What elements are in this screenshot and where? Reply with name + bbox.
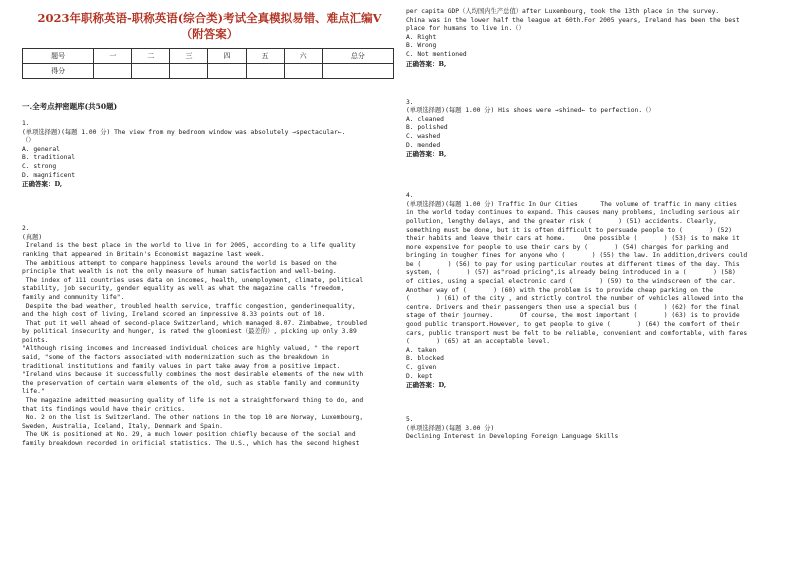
score-table-score-row	[23, 64, 394, 79]
question-4	[406, 192, 786, 390]
question-5	[406, 416, 786, 442]
score-cell	[132, 64, 170, 79]
option: C. Not mentioned	[406, 50, 467, 58]
score-cell: 总分	[322, 49, 393, 64]
score-cell: 得分	[23, 64, 94, 79]
option: A. general	[22, 145, 60, 153]
question-stem: (单项选择题)(每题 3.00 分)	[406, 424, 495, 432]
title-line-1: 2023年职称英语-职称英语(综合类)考试全真模拟易错、难点汇编V	[37, 11, 382, 25]
score-cell	[284, 64, 322, 79]
option: A. cleaned	[406, 115, 444, 123]
question-stem: (单项选择题)(每题 1.00 分) The view from my bedroom window was absolutely →spectacular←. （）	[22, 128, 346, 145]
score-cell	[94, 64, 132, 79]
right-column	[406, 8, 786, 442]
question-3	[406, 99, 786, 160]
title-line-2: （附答案）	[180, 27, 239, 41]
score-cell	[246, 64, 284, 79]
score-cell: 二	[132, 49, 170, 64]
score-table	[22, 48, 394, 79]
score-cell: 题号	[23, 49, 94, 64]
option: B. Wrong	[406, 42, 437, 50]
question-number: 1.	[22, 120, 30, 127]
correct-answer: 正确答案：D,	[22, 180, 63, 189]
question-number: 3.	[406, 98, 414, 106]
passage-title: Declining Interest in Developing Foreign Language Skills	[406, 433, 619, 441]
score-cell: 四	[208, 49, 246, 64]
option: D. magnificent	[22, 171, 76, 179]
score-cell: 六	[284, 49, 322, 64]
option: C. given	[406, 364, 437, 371]
correct-answer: 正确答案：B,	[406, 150, 447, 159]
question-stem: (单项选择题)(每题 1.00 分) His shoes were →shined← to perfection.（）	[406, 107, 655, 115]
section-title: 一.全考点押密题库(共50题)	[22, 102, 118, 111]
option: A. taken	[406, 346, 437, 354]
reading-passage: Ireland is the best place in the world to live in for 2005, according to a life quality ranking that appeared in Britain's Economist magazine last week. The ambitious attempt to compare happiness levels around the world is based on the principle that wealth is not the only measure of human satisfaction and well-being. The index of 111 countries uses data on incomes, health, unemployment, climate, political stability, job security, gender equality as well as what the magazine calls "freedom, family and community life". Despite the bad weather, troubled health service, traffic congestion, genderinequality, and the high cost of living, Ireland scored an impressive 8.33 points out of 10. That put it well ahead of second-place Switzerland, which managed 8.07. Zimbabwe, troubled by political insecurity and hunger, is rated the gloomiest（最差的）, picking up only 3.89 points. "Although rising incomes and increased individual choices are highly valued, " the report said, "some of the factors associated with modernization such as the breakdown in traditional institutions and family values in part take away from a positive impact. "Ireland wins because it successfully combines the most desirable elements of the new with the preservation of certain warm elements of the old, such as stable family and community life." The magazine admitted measuring quality of life is not a straightforward thing to do, and that its findings would have their critics. No. 2 on the list is Switzerland. The other nations in the top 10 are Norway, Luxembourg, Sweden, Australia, Iceland, Italy, Denmark and Spain. The UK is positioned at No. 29, a much lower position chiefly because of the social and family breakdown recorded in orificial statistics. The U.S., which has the second highest	[22, 242, 367, 447]
score-table-header-row	[23, 49, 394, 64]
option: B. traditional	[22, 154, 76, 162]
option: B. polished	[406, 124, 448, 132]
question-tag: (真题)	[22, 233, 43, 241]
option: D. kept	[406, 372, 433, 380]
score-cell	[322, 64, 393, 79]
score-cell: 五	[246, 49, 284, 64]
reading-passage-continued: per capita GDP（人均国内生产总值）after Luxembourg, took the 13th place in the survey. China was in the lower half the league at 60th.For 2005 years, Ireland has been the best place for humans to live in.（）	[406, 8, 740, 33]
option: B. blocked	[406, 355, 444, 363]
score-cell: 三	[170, 49, 208, 64]
left-column	[22, 8, 397, 449]
question-2	[22, 225, 397, 448]
option: C. washed	[406, 132, 441, 140]
correct-answer: 正确答案：D,	[406, 381, 447, 390]
question-number: 2.	[22, 225, 30, 233]
question-stem: (单项选择题)(每题 1.00 分) Traffic In Our Cities The volume of traffic in many cities in the world today continues to expand. This causes many problems, including serious air pollution, lengthy delays, and the greater risk ( ) (51) accidents. Clearly, something must be done, but it is often difficult to persuade people to ( ) (52) their habits and leave their cars at home. One possible ( ) (53) is to make it more expensive for people to use their cars by ( ) (54) charges for parking and bringing in tougher fines for anyone who ( ) (55) the law. In addition,drivers could be ( ) (56) to pay for using particular routes at different times of the day. This system, ( ) (57) as"road pricing",is already being introduced in a ( ) (58) of cities, using a special electronic card ( ) (59) to the windscreen of the car. Another way of ( ) (60) with the problem is to provide cheap parking on the ( ) (61) of the city , and strictly control the number of vehicles allowed into the centre. Drivers and their passengers then use a special bus ( ) (62) for the final stage of their journey. Of course, the most important ( ) (63) is to provide good public transport.However, to get people to give ( ) (64) the comfort of their cars, public transport must be felt to be reliable, convenient and comfortable, with fares ( ) (65) at an acceptable level.	[406, 200, 748, 346]
correct-answer: 正确答案：B,	[406, 59, 447, 68]
question-2-continued	[406, 8, 786, 69]
score-cell: 一	[94, 49, 132, 64]
option: D. mended	[406, 141, 441, 149]
document-title	[22, 10, 397, 42]
question-1	[22, 120, 397, 189]
option: C. strong	[22, 162, 57, 170]
score-cell	[170, 64, 208, 79]
question-number: 4.	[406, 192, 414, 200]
question-number: 5.	[406, 416, 414, 424]
score-cell	[208, 64, 246, 79]
option: A. Right	[406, 33, 437, 41]
